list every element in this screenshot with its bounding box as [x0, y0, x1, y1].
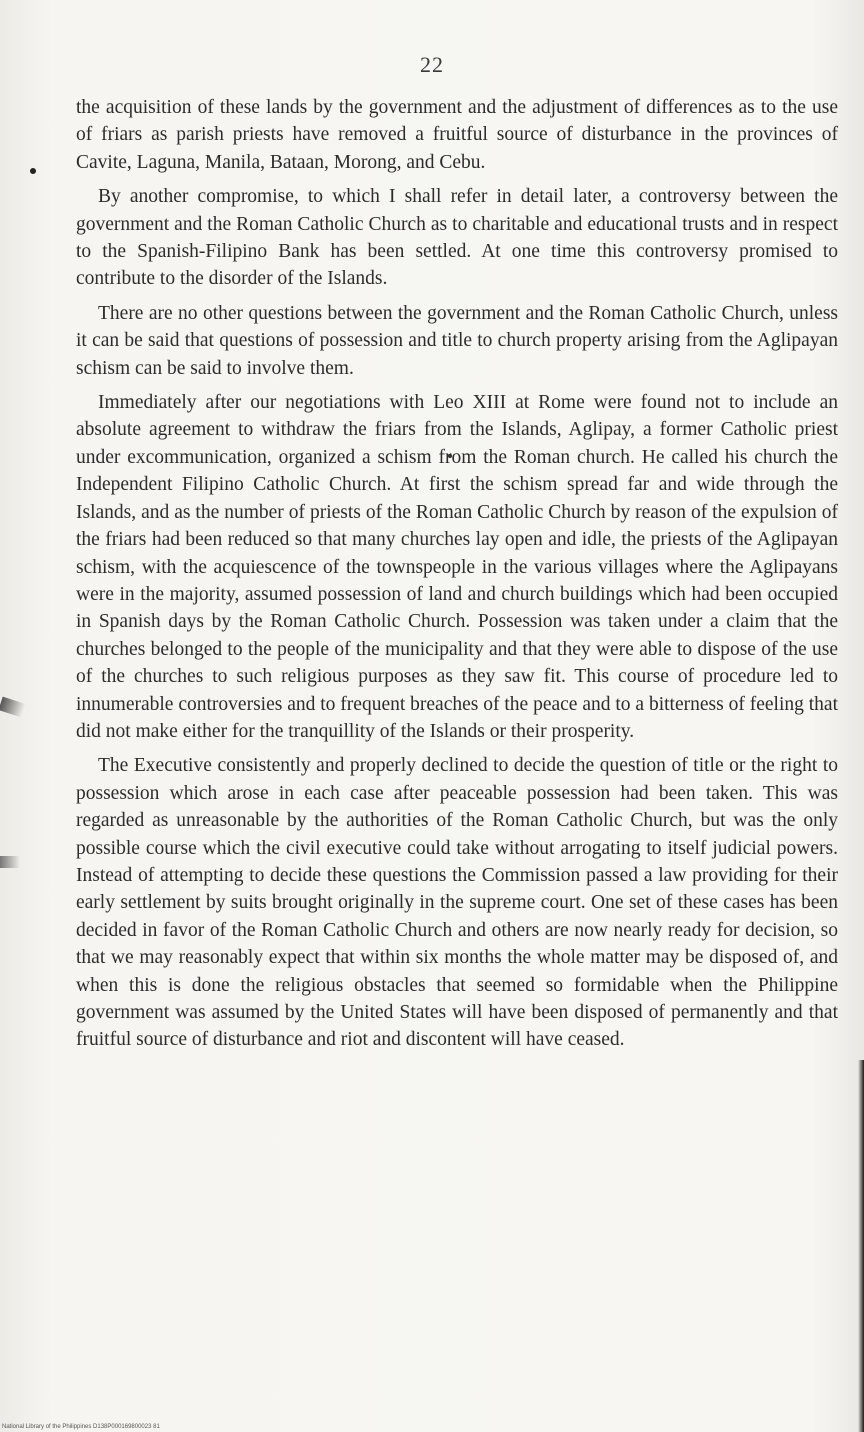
edge-mark [0, 856, 20, 868]
footer-caption: National Library of the Philippines D138P000169800023 81 [2, 1424, 160, 1430]
paragraph: The Executive consistently and properly declined to decide the question of title or the right to possession which arose in each case after peaceable possession had been taken. This was regarded as unreasonable by the authorities of the Roman Catholic Church, but was the only possible course which the civil executive could take without arrogating to itself judicial powers. Instead of attempting to decide these questions the Commission passed a law providing for their early settlement by suits brought originally in the supreme court. One set of these cases has been decided in favor of the Roman Catholic Church and others are now nearly ready for decision, so that we may reasonably expect that within six months the whole matter may be disposed of, and when this is done the religious obstacles that seemed so formidable when the Philippine government was assumed by the United States will have been disposed of permanently and that fruitful source of disturbance and riot and discontent will have ceased. [76, 755, 838, 1051]
body-text [76, 94, 838, 1061]
margin-dot [30, 168, 36, 174]
paragraph: By another compromise, to which I shall refer in detail later, a controversy between the government and the Roman Catholic Church as to charitable and educational trusts and in respect to the Spanish-Filipino Bank has been settled. At one time this controversy promised to contribute to the disorder of the Islands. [76, 186, 838, 290]
edge-mark [0, 697, 26, 718]
paragraph: the acquisition of these lands by the government and the adjustment of differences as to the use of friars as parish priests have removed a fruitful source of disturbance in the provinces of Cavite, Laguna, Manila, Bataan, Morong, and Cebu. [76, 97, 838, 173]
page-edge-shadow [858, 1060, 864, 1432]
paragraph: There are no other questions between the government and the Roman Catholic Church, unless it can be said that questions of possession and title to church property arising from the Aglipayan schism can be said to involve them. [76, 302, 838, 379]
page-number: 22 [420, 52, 444, 77]
paragraph: Immediately after our negotiations with Leo XIII at Rome were found not to include an absolute agreement to withdraw the friars from the Islands, Aglipay, a former Catholic priest under excommunication, organized a schism from the Roman church. He called his church the Independent Filipino Catholic Church. At first the schism spread far and wide through the Islands, and as the number of priests of the Roman Catholic Church by reason of the expulsion of the friars had been reduced so that many churches lay open and idle, the priests of the Aglipayan schism, with the acquiescence of the townspeople in the various villages where the Aglipayans were in the majority, assumed possession of land and church buildings which had been occupied in Spanish days by the Roman Catholic Church. Possession was taken under a claim that the churches belonged to the people of the municipality and that they were able to dispose of the use of the churches to such religious purposes as they saw fit. This course of procedure led to innumerable controversies and to frequent breaches of the peace and to a bitterness of feeling that did not make either for the tranquillity of the Islands or their prosperity. [76, 392, 838, 742]
